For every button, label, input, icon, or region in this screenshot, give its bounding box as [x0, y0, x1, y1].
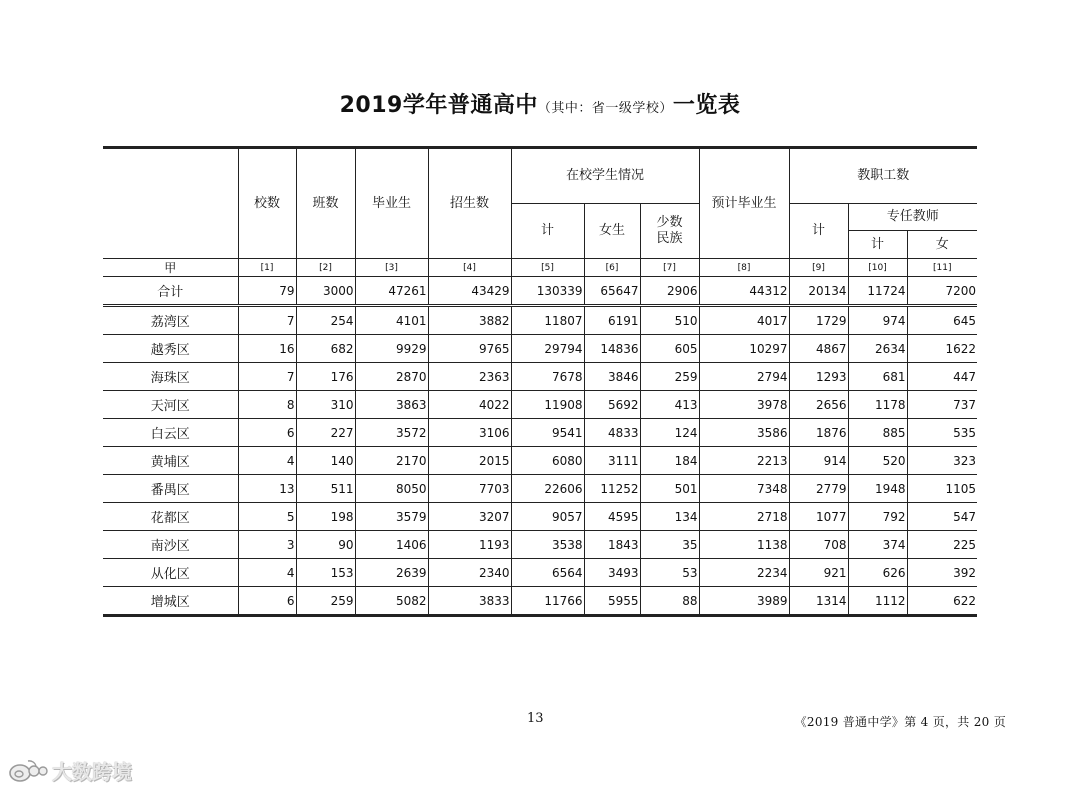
value-cell: 4	[238, 447, 296, 475]
value-cell: 254	[296, 306, 355, 335]
value-cell: 3	[238, 531, 296, 559]
district-cell: 天河区	[103, 391, 238, 419]
column-index-cell: [6]	[584, 259, 640, 277]
district-cell: 荔湾区	[103, 306, 238, 335]
value-cell: 90	[296, 531, 355, 559]
value-cell: 3207	[428, 503, 511, 531]
value-cell: 1193	[428, 531, 511, 559]
value-cell: 1729	[789, 306, 848, 335]
table-row	[103, 587, 977, 616]
table-row	[103, 531, 977, 559]
column-index-cell: [1]	[238, 259, 296, 277]
table-row	[103, 335, 977, 363]
value-cell: 2363	[428, 363, 511, 391]
stub-header	[103, 148, 238, 259]
value-cell: 4833	[584, 419, 640, 447]
value-cell: 11807	[511, 306, 584, 335]
value-cell: 11766	[511, 587, 584, 616]
column-index-cell: [4]	[428, 259, 511, 277]
value-cell: 3493	[584, 559, 640, 587]
value-cell: 29794	[511, 335, 584, 363]
value-cell: 53	[640, 559, 699, 587]
value-cell: 35	[640, 531, 699, 559]
value-cell: 9929	[355, 335, 428, 363]
value-cell: 885	[848, 419, 907, 447]
header-fulltime-group: 专任教师	[848, 204, 977, 231]
value-cell: 176	[296, 363, 355, 391]
value-cell: 4595	[584, 503, 640, 531]
title-suffix: 一览表	[672, 93, 741, 118]
watermark	[8, 756, 132, 785]
value-cell: 259	[296, 587, 355, 616]
table-row	[103, 391, 977, 419]
value-cell: 7678	[511, 363, 584, 391]
value-cell: 8050	[355, 475, 428, 503]
value-cell: 1112	[848, 587, 907, 616]
table-row	[103, 306, 977, 335]
value-cell: 10297	[699, 335, 789, 363]
value-cell: 3586	[699, 419, 789, 447]
value-cell: 259	[640, 363, 699, 391]
value-cell: 4022	[428, 391, 511, 419]
value-cell: 323	[907, 447, 977, 475]
value-cell: 1077	[789, 503, 848, 531]
value-cell: 2015	[428, 447, 511, 475]
value-cell: 501	[640, 475, 699, 503]
value-cell: 3000	[296, 277, 355, 306]
value-cell: 225	[907, 531, 977, 559]
value-cell: 11724	[848, 277, 907, 306]
value-cell: 3882	[428, 306, 511, 335]
value-cell: 47261	[355, 277, 428, 306]
weibo-logo-icon	[8, 758, 48, 784]
value-cell: 3106	[428, 419, 511, 447]
column-index-cell: [7]	[640, 259, 699, 277]
footer-note: 《2019 普通中学》第 4 页，共 20 页	[794, 715, 1006, 729]
header-graduates: 毕业生	[355, 148, 428, 259]
value-cell: 5082	[355, 587, 428, 616]
header-staff-group: 教职工数	[789, 148, 977, 204]
value-cell: 535	[907, 419, 977, 447]
value-cell: 1948	[848, 475, 907, 503]
value-cell: 1105	[907, 475, 977, 503]
value-cell: 7348	[699, 475, 789, 503]
value-cell: 3989	[699, 587, 789, 616]
header-fulltime-female: 女	[907, 231, 977, 259]
column-index-row	[103, 259, 977, 277]
value-cell: 198	[296, 503, 355, 531]
value-cell: 14836	[584, 335, 640, 363]
value-cell: 5692	[584, 391, 640, 419]
value-cell: 1876	[789, 419, 848, 447]
value-cell: 140	[296, 447, 355, 475]
value-cell: 520	[848, 447, 907, 475]
value-cell: 1314	[789, 587, 848, 616]
value-cell: 2234	[699, 559, 789, 587]
district-cell: 越秀区	[103, 335, 238, 363]
page-title	[0, 88, 1080, 119]
value-cell: 6	[238, 587, 296, 616]
value-cell: 9057	[511, 503, 584, 531]
value-cell: 65647	[584, 277, 640, 306]
value-cell: 130339	[511, 277, 584, 306]
value-cell: 510	[640, 306, 699, 335]
value-cell: 2906	[640, 277, 699, 306]
value-cell: 974	[848, 306, 907, 335]
value-cell: 7	[238, 363, 296, 391]
value-cell: 4101	[355, 306, 428, 335]
header-classes: 班数	[296, 148, 355, 259]
column-index-cell: [8]	[699, 259, 789, 277]
header-enrollment: 招生数	[428, 148, 511, 259]
value-cell: 310	[296, 391, 355, 419]
value-cell: 7200	[907, 277, 977, 306]
value-cell: 511	[296, 475, 355, 503]
value-cell: 9541	[511, 419, 584, 447]
value-cell: 2870	[355, 363, 428, 391]
header-students-minority: 少数民族	[640, 204, 699, 259]
value-cell: 2213	[699, 447, 789, 475]
table-row	[103, 475, 977, 503]
value-cell: 6191	[584, 306, 640, 335]
value-cell: 737	[907, 391, 977, 419]
value-cell: 2639	[355, 559, 428, 587]
value-cell: 3846	[584, 363, 640, 391]
value-cell: 3833	[428, 587, 511, 616]
table-row	[103, 503, 977, 531]
value-cell: 4017	[699, 306, 789, 335]
table-row	[103, 447, 977, 475]
value-cell: 2718	[699, 503, 789, 531]
value-cell: 1406	[355, 531, 428, 559]
value-cell: 3579	[355, 503, 428, 531]
header-staff-total: 计	[789, 204, 848, 259]
value-cell: 2634	[848, 335, 907, 363]
value-cell: 1178	[848, 391, 907, 419]
value-cell: 153	[296, 559, 355, 587]
value-cell: 13	[238, 475, 296, 503]
value-cell: 626	[848, 559, 907, 587]
total-row	[103, 277, 977, 306]
value-cell: 6080	[511, 447, 584, 475]
value-cell: 3538	[511, 531, 584, 559]
value-cell: 16	[238, 335, 296, 363]
header-students-female: 女生	[584, 204, 640, 259]
district-cell: 海珠区	[103, 363, 238, 391]
value-cell: 792	[848, 503, 907, 531]
value-cell: 1622	[907, 335, 977, 363]
value-cell: 3572	[355, 419, 428, 447]
value-cell: 1293	[789, 363, 848, 391]
value-cell: 2340	[428, 559, 511, 587]
value-cell: 8	[238, 391, 296, 419]
value-cell: 914	[789, 447, 848, 475]
value-cell: 605	[640, 335, 699, 363]
value-cell: 184	[640, 447, 699, 475]
value-cell: 447	[907, 363, 977, 391]
column-index-cell: [2]	[296, 259, 355, 277]
value-cell: 3111	[584, 447, 640, 475]
column-index-cell: [3]	[355, 259, 428, 277]
value-cell: 6564	[511, 559, 584, 587]
district-cell: 白云区	[103, 419, 238, 447]
value-cell: 2656	[789, 391, 848, 419]
value-cell: 5955	[584, 587, 640, 616]
value-cell: 22606	[511, 475, 584, 503]
value-cell: 3863	[355, 391, 428, 419]
district-cell: 合计	[103, 277, 238, 306]
district-cell: 花都区	[103, 503, 238, 531]
value-cell: 79	[238, 277, 296, 306]
value-cell: 1843	[584, 531, 640, 559]
value-cell: 1138	[699, 531, 789, 559]
district-cell: 从化区	[103, 559, 238, 587]
value-cell: 392	[907, 559, 977, 587]
district-cell: 增城区	[103, 587, 238, 616]
value-cell: 622	[907, 587, 977, 616]
value-cell: 413	[640, 391, 699, 419]
header-students-group: 在校学生情况	[511, 148, 699, 204]
district-cell: 番禺区	[103, 475, 238, 503]
value-cell: 134	[640, 503, 699, 531]
value-cell: 2170	[355, 447, 428, 475]
value-cell: 547	[907, 503, 977, 531]
value-cell: 374	[848, 531, 907, 559]
title-sub: （其中：省一级学校）	[537, 101, 673, 116]
column-index-cell: [11]	[907, 259, 977, 277]
watermark-text: 大数跨境	[52, 760, 132, 784]
value-cell: 124	[640, 419, 699, 447]
column-index-cell: [5]	[511, 259, 584, 277]
value-cell: 921	[789, 559, 848, 587]
value-cell: 708	[789, 531, 848, 559]
value-cell: 11252	[584, 475, 640, 503]
value-cell: 4	[238, 559, 296, 587]
table-row	[103, 363, 977, 391]
column-index-cell: [9]	[789, 259, 848, 277]
column-index-cell: 甲	[103, 259, 238, 277]
header-expected-graduates: 预计毕业生	[699, 148, 789, 259]
value-cell: 88	[640, 587, 699, 616]
column-index-cell: [10]	[848, 259, 907, 277]
district-cell: 南沙区	[103, 531, 238, 559]
title-main: 2019学年普通高中	[339, 93, 538, 118]
value-cell: 227	[296, 419, 355, 447]
table-row	[103, 559, 977, 587]
value-cell: 681	[848, 363, 907, 391]
value-cell: 7703	[428, 475, 511, 503]
value-cell: 2794	[699, 363, 789, 391]
value-cell: 5	[238, 503, 296, 531]
value-cell: 2779	[789, 475, 848, 503]
value-cell: 6	[238, 419, 296, 447]
header-students-total: 计	[511, 204, 584, 259]
value-cell: 44312	[699, 277, 789, 306]
value-cell: 9765	[428, 335, 511, 363]
table-row	[103, 419, 977, 447]
value-cell: 43429	[428, 277, 511, 306]
value-cell: 682	[296, 335, 355, 363]
page-number: 13	[527, 711, 544, 726]
value-cell: 20134	[789, 277, 848, 306]
value-cell: 645	[907, 306, 977, 335]
statistics-table	[103, 146, 977, 617]
district-cell: 黄埔区	[103, 447, 238, 475]
value-cell: 4867	[789, 335, 848, 363]
value-cell: 3978	[699, 391, 789, 419]
table-body	[103, 259, 977, 616]
value-cell: 11908	[511, 391, 584, 419]
header-fulltime-total: 计	[848, 231, 907, 259]
value-cell: 7	[238, 306, 296, 335]
header-schools: 校数	[238, 148, 296, 259]
